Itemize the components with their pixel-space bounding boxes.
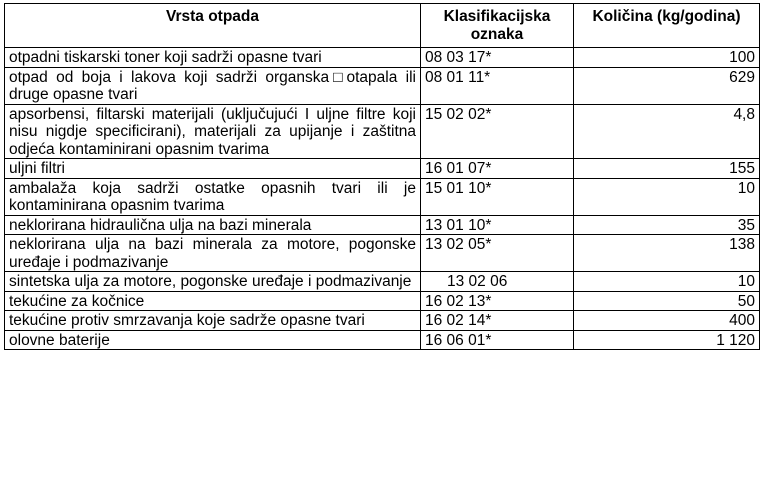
table-row (5, 178, 760, 215)
header-classification-code: Klasifikacijska oznaka (421, 4, 574, 48)
quantity-cell: 10 (574, 178, 760, 215)
waste-type-cell: apsorbensi, filtarski materijali (uključujući I uljne filtre koji nisu nigdje specificirani), materijali za upijanje i zaštitna odjeća kontaminirani opasnim tvarima (5, 104, 421, 159)
table-row (5, 235, 760, 272)
quantity-cell: 100 (574, 48, 760, 68)
waste-type-cell: otpadni tiskarski toner koji sadrži opasne tvari (5, 48, 421, 68)
waste-type-cell: olovne baterije (5, 330, 421, 350)
table-row (5, 330, 760, 350)
quantity-cell: 35 (574, 215, 760, 235)
header-quantity: Količina (kg/godina) (574, 4, 760, 48)
quantity-cell: 4,8 (574, 104, 760, 159)
quantity-cell: 138 (574, 235, 760, 272)
table-row (5, 311, 760, 331)
classification-code-cell: 16 06 01* (421, 330, 574, 350)
classification-code-cell: 08 01 11* (421, 67, 574, 104)
table-row (5, 104, 760, 159)
table-row (5, 159, 760, 179)
table-row (5, 291, 760, 311)
classification-code-cell: 16 01 07* (421, 159, 574, 179)
table-row (5, 48, 760, 68)
quantity-cell: 10 (574, 272, 760, 292)
classification-code-cell: 08 03 17* (421, 48, 574, 68)
waste-type-cell: tekućine protiv smrzavanja koje sadrže opasne tvari (5, 311, 421, 331)
waste-table (4, 3, 760, 350)
quantity-cell: 400 (574, 311, 760, 331)
classification-code-cell: 13 02 06 (421, 272, 574, 292)
classification-code-cell: 13 01 10* (421, 215, 574, 235)
waste-type-cell: otpad od boja i lakova koji sadrži organska□otapala ili druge opasne tvari (5, 67, 421, 104)
quantity-cell: 155 (574, 159, 760, 179)
classification-code-cell: 16 02 13* (421, 291, 574, 311)
table-row (5, 272, 760, 292)
quantity-cell: 629 (574, 67, 760, 104)
classification-code-cell: 16 02 14* (421, 311, 574, 331)
waste-type-cell: uljni filtri (5, 159, 421, 179)
waste-type-cell: ambalaža koja sadrži ostatke opasnih tvari ili je kontaminirana opasnim tvarima (5, 178, 421, 215)
quantity-cell: 1 120 (574, 330, 760, 350)
header-waste-type: Vrsta otpada (5, 4, 421, 48)
waste-type-cell: neklorirana hidraulična ulja na bazi minerala (5, 215, 421, 235)
table-row (5, 215, 760, 235)
table-row (5, 67, 760, 104)
classification-code-cell: 15 02 02* (421, 104, 574, 159)
classification-code-cell: 15 01 10* (421, 178, 574, 215)
waste-type-cell: tekućine za kočnice (5, 291, 421, 311)
classification-code-cell: 13 02 05* (421, 235, 574, 272)
waste-type-cell: neklorirana ulja na bazi minerala za motore, pogonske uređaje i podmazivanje (5, 235, 421, 272)
waste-type-cell: sintetska ulja za motore, pogonske uređaje i podmazivanje (5, 272, 421, 292)
quantity-cell: 50 (574, 291, 760, 311)
table-header-row (5, 4, 760, 48)
